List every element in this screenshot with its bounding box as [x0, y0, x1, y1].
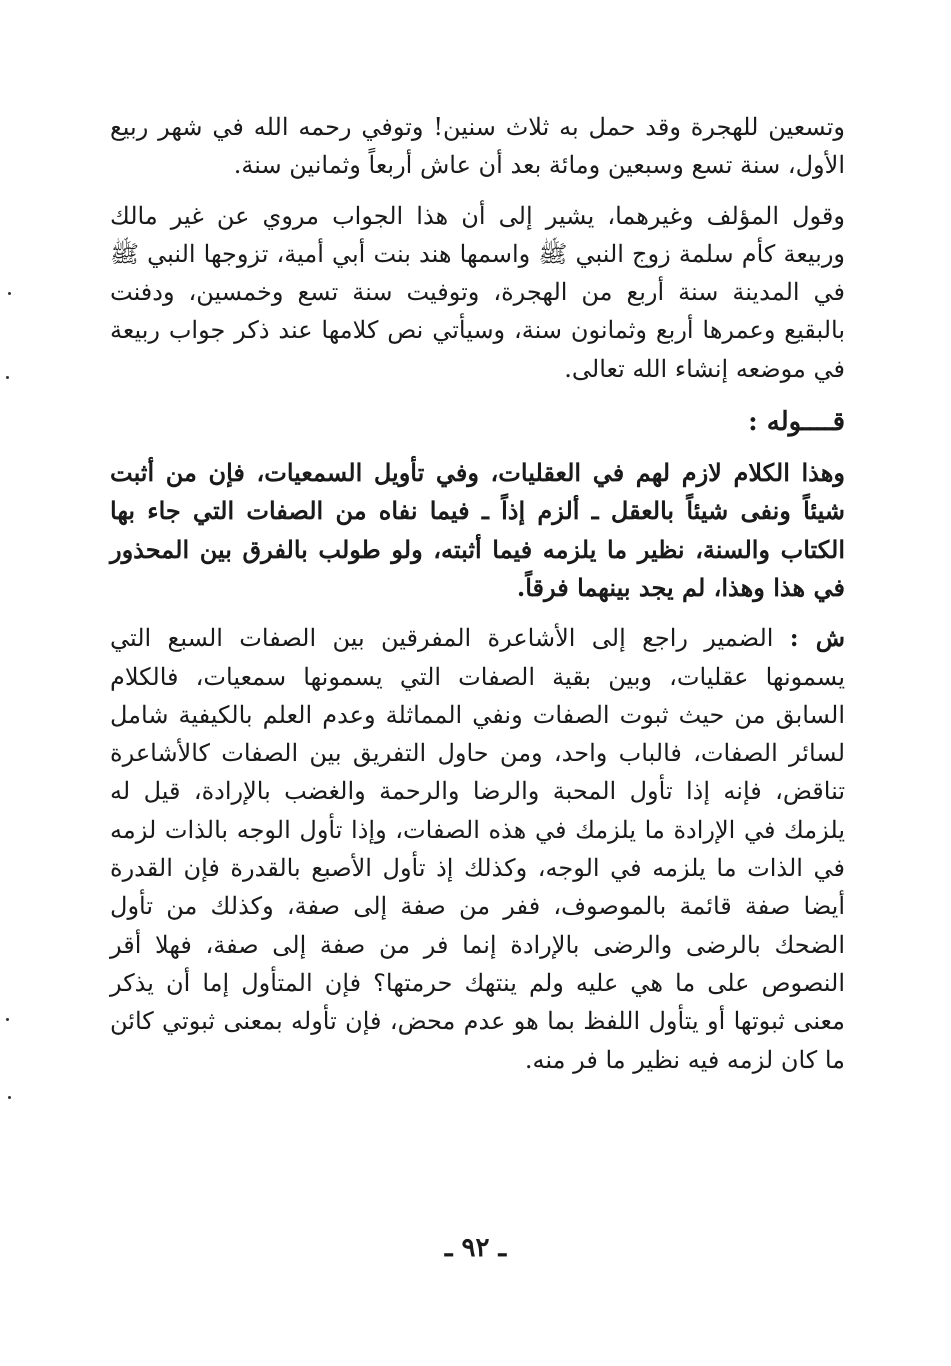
paragraph-quoted-text: وهذا الكلام لازم لهم في العقليات، وفي تأويل السمعيات، فإن من أثبت شيئاً ونفى شيئاً بالعقل ـ ألزم إذاً ـ فيما نفاه من الصفات التي جاء بها الكتاب والسنة، نظير ما يلزمه فيما أثبته، ولو طولب بالفرق بين المحذور في هذا وهذا، لم يجد بينهما فرقاً. [110, 458, 845, 602]
paragraph-continuation: وتسعين للهجرة وقد حمل به ثلاث سنين! وتوفي رحمه الله في شهر ربيع الأول، سنة تسع وسبعين ومائة بعد أن عاش أربعاً وثمانين سنة. [110, 113, 845, 180]
page-number: ـ ٩٢ ـ [444, 1233, 507, 1263]
paragraph-commentary [110, 619, 845, 1079]
scan-speck [8, 1096, 11, 1099]
scan-speck [8, 292, 11, 295]
commentary-text: الضمير راجع إلى الأشاعرة المفرقين بين الصفات السبع التي يسمونها عقليات، وبين بقية الصفات التي يسمونها سمعيات، فالكلام السابق من حيث ثبوت الصفات ونفي المماثلة وعدم العلم بالكيفية شامل لسائر الصفات، فالباب واحد، ومن حاول التفريق بين الصفات كالأشاعرة تناقض، فإنه إذا تأول المحبة والرضا والرحمة والغضب بالإرادة، قيل له يلزمك في الإرادة ما يلزمك في هذه الصفات، وإذا تأول الوجه بالذات لزمه في الذات ما يلزمه في الوجه، وكذلك إذ تأول الأصبع بالقدرة فإن القدرة أيضا صفة قائمة بالموصوف، ففر من صفة إلى صفة، وكذلك من تأول الضحك بالرضى والرضى بالإرادة إنما فر من صفة إلى صفة، فهلا أقر النصوص على ما هي عليه ولم ينتهك حرمتها؟ فإن المتأول إما أن يذكر معنى ثبوتها أو يتأول اللفظ بما هو عدم محض، فإن تأوله بمعنى ثبوتي كائن ما كان لزمه فيه نظير ما فر منه. [110, 624, 845, 1074]
paragraph-author-statement: وقول المؤلف وغيرهما، يشير إلى أن هذا الجواب مروي عن غير مالك وربيعة كأم سلمة زوج النبي ﷺ واسمها هند بنت أبي أمية، تزوجها النبي ﷺ في المدينة سنة أربع من الهجرة، وتوفيت سنة تسع وخمسين، ودفنت بالبقيع وعمرها أربع وثمانون سنة، وسيأتي نص كلامها عند ذكر جواب ربيعة في موضعه إنشاء الله تعالى. [110, 201, 845, 383]
commentary-label: ش : [789, 623, 845, 653]
page-body [110, 108, 845, 1079]
scan-speck [6, 1018, 9, 1021]
section-heading: قــــوله : [748, 407, 845, 438]
scan-speck [6, 376, 9, 379]
